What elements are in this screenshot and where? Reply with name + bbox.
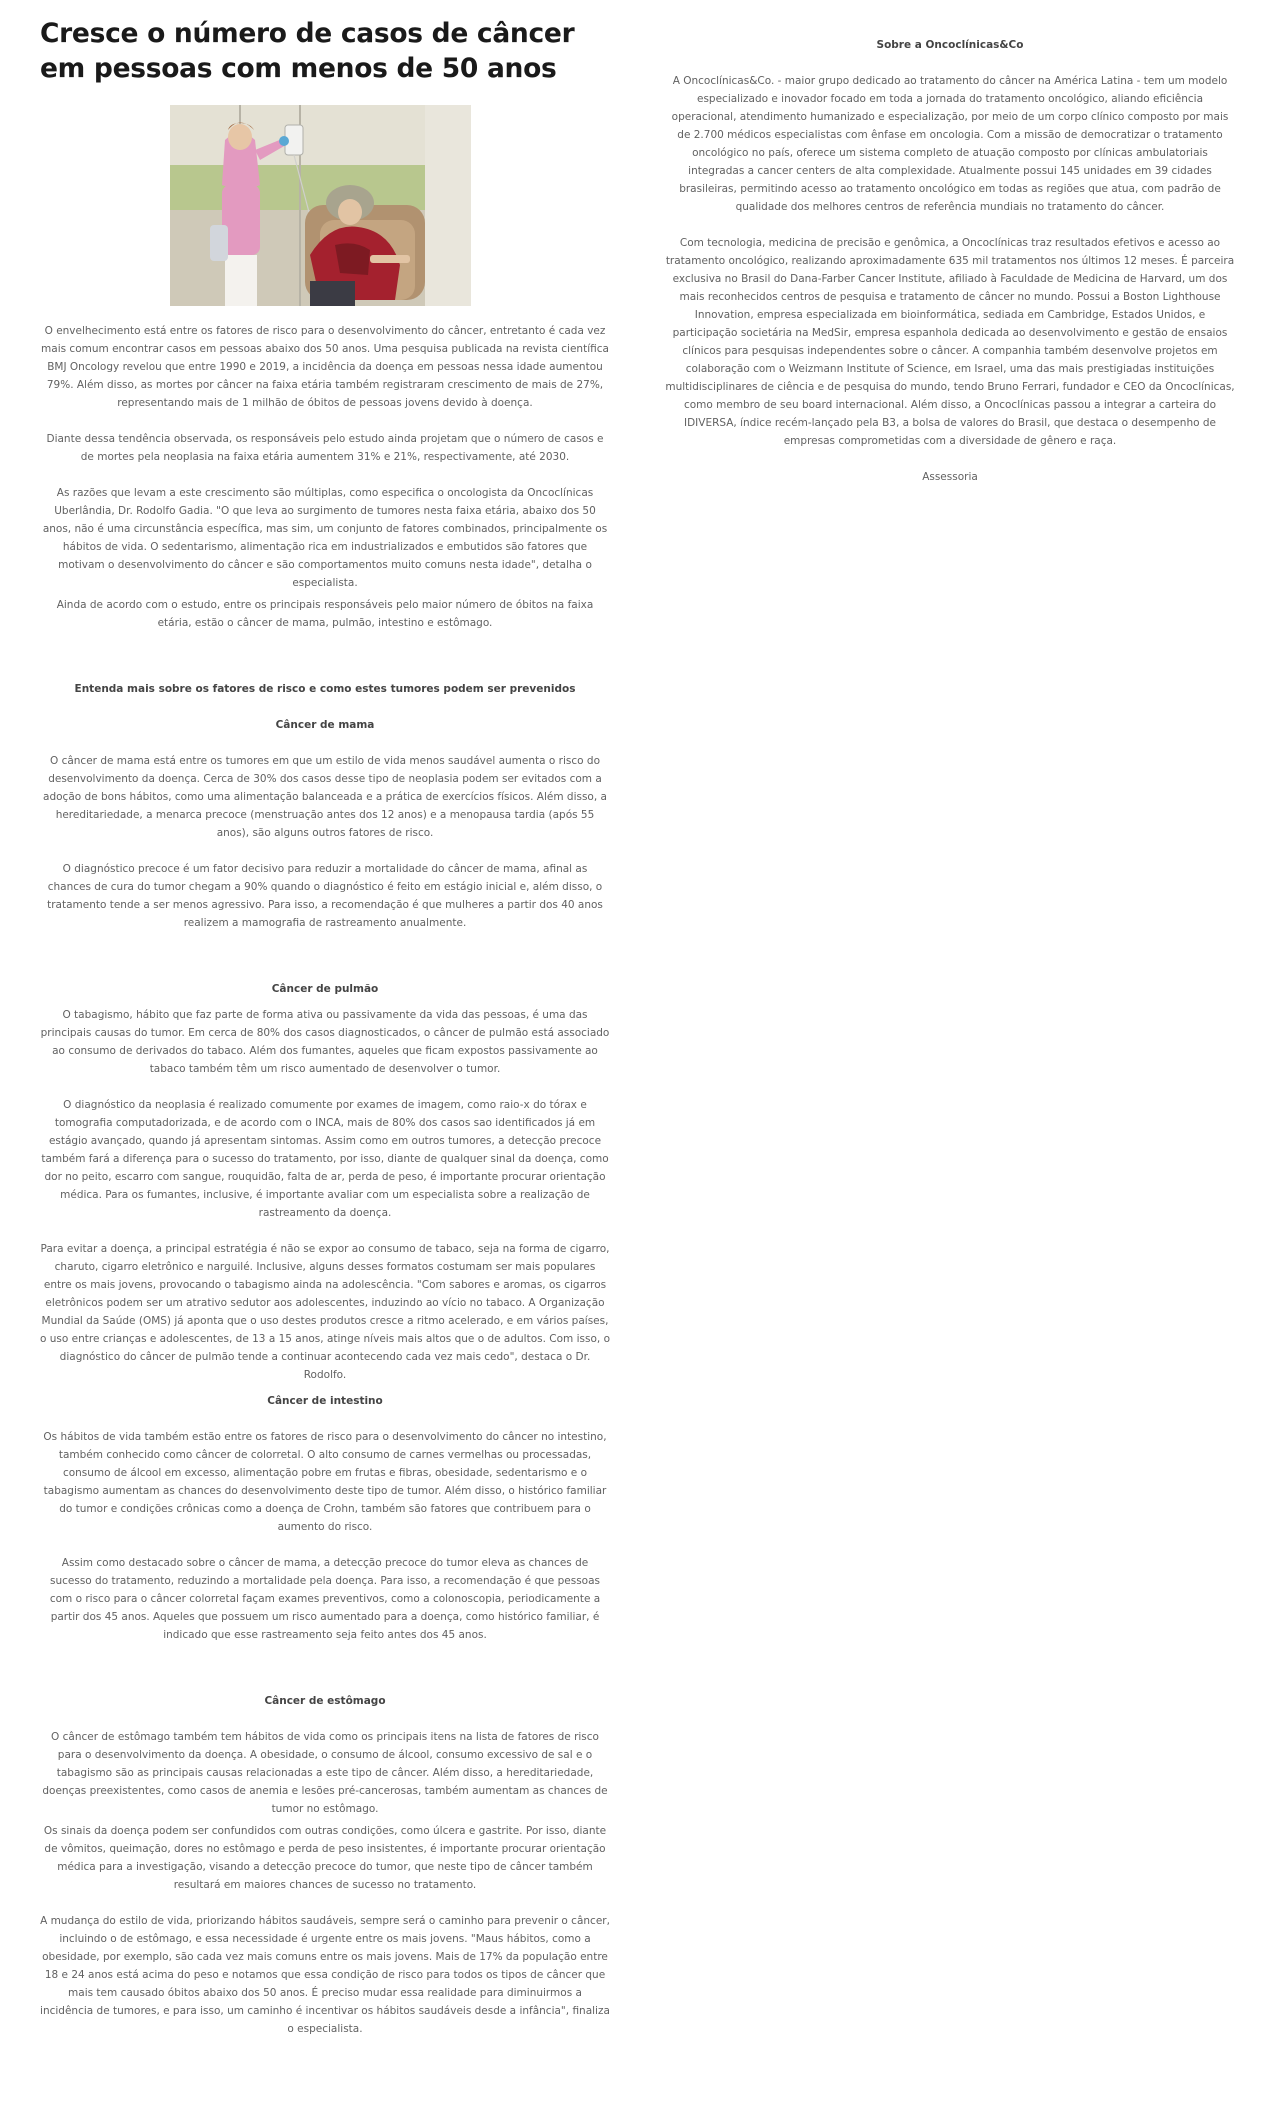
- estomago-paragraph-1: O câncer de estômago também tem hábitos de vida como os principais itens na lista de fatores de risco para o desenvolvimento da doença. A obesidade, o consumo de álcool, consumo excessivo de sal e o tabagismo são as principais causas relacionadas a este tipo de câncer. Além disso, a hereditariedade, doenças preexistentes, como casos de anemia e lesões pré-cancerosas, também aumentam as chances de tumor no estômago.: [42, 1731, 608, 1815]
- intro-paragraph-3: As razões que levam a este crescimento são múltiplas, como especifica o oncologista da Oncoclínicas Uberlândia, Dr. Rodolfo Gadia. "O que leva ao surgimento de tumores nesta faixa etária, abaixo dos 50 anos, não é uma circunstância específica, mas sim, um conjunto de fatores combinados, principalmente os hábitos de vida. O sedentarismo, alimentação rica em industrializados e embutidos são fatores que motivam o desenvolvimento do câncer e são comportamentos muito comuns nesta idade", detalha o especialista.: [42, 487, 608, 589]
- pulmao-paragraph-2: O diagnóstico da neoplasia é realizado comumente por exames de imagem, como raio-x do tórax e tomografia computadorizada, e de acordo com o INCA, mais de 80% dos casos sao identificados já em estágio avançado, quando já apresentam sintomas. Assim como em outros tumores, a detecção precoce também fará a diferença para o sucesso do tratamento, por isso, diante de qualquer sinal da doença, como dor no peito, escarro com sangue, rouquidão, falta de ar, perda de peso, é importante procurar orientação médica. Para os fumantes, inclusive, é importante avaliar com um especialista sobre a realização de rastreamento da doença.: [41, 1099, 609, 1219]
- about-paragraph-2: Com tecnologia, medicina de precisão e genômica, a Oncoclínicas traz resultados efetivos e acesso ao tratamento oncológico, realizando aproximadamente 635 mil tratamentos nos últimos 12 meses. É parceira exclusiva no Brasil do Dana-Farber Cancer Institute, afiliado à Faculdade de Medicina de Harvard, um dos mais reconhecidos centros de pesquisa e tratamento de câncer no mundo. Possui a Boston Lighthouse Innovation, empresa especializada em bioinformática, sediada em Cambridge, Estados Unidos, e participação societária na MedSir, empresa espanhola dedicada ao desenvolvimento e gestão de ensaios clínicos para pesquisas independentes sobre o câncer. A companhia também desenvolve projetos em colaboração com o Weizmann Institute of Science, em Israel, uma das mais prestigiadas instituições multidisciplinares de ciência e de pesquisa do mundo, tendo Bruno Ferrari, fundador e CEO da Oncoclínicas, como membro de seu board internacional. Além disso, a Oncoclínicas passou a integrar a carteira do IDIVERSA, índice recém-lançado pela B3, a bolsa de valores do Brasil, que destaca o desempenho de empresas comprometidas com a diversidade de gênero e raça.: [665, 237, 1235, 447]
- article-column: [40, 0, 610, 2038]
- article-photo: [170, 105, 471, 306]
- patient-treatment-image: [170, 105, 471, 306]
- intro-paragraph-1: O envelhecimento está entre os fatores de risco para o desenvolvimento do câncer, entretanto é cada vez mais comum encontrar casos em pessoas abaixo dos 50 anos. Uma pesquisa publicada na revista científica BMJ Oncology revelou que entre 1990 e 2019, a incidência da doença em pessoas nessa idade aumentou 79%. Além disso, as mortes por câncer na faixa etária também registraram crescimento de mais de 27%, representando mais de 1 milhão de óbitos de pessoas jovens devido à doença.: [41, 325, 609, 409]
- pulmao-paragraph-3: Para evitar a doença, a principal estratégia é não se expor ao consumo de tabaco, seja na forma de cigarro, charuto, cigarro eletrônico e narguilé. Inclusive, alguns desses formatos costumam ser mais populares entre os mais jovens, provocando o tabagismo ainda na adolescência. "Com sabores e aromas, os cigarros eletrônicos podem ser um atrativo sedutor aos adolescentes, induzindo ao vício no tabaco. A Organização Mundial da Saúde (OMS) já aponta que o uso destes produtos cresce a ritmo acelerado, e em vários países, o uso entre crianças e adolescentes, de 13 a 15 anos, atinge níveis mais altos que o de adultos. Com isso, o diagnóstico do câncer de pulmão tende a continuar acontecendo cada vez mais cedo", destaca o Dr. Rodolfo.: [40, 1243, 610, 1381]
- about-column: [665, 36, 1235, 486]
- about-paragraph-1: A Oncoclínicas&Co. - maior grupo dedicado ao tratamento do câncer na América Latina - tem um modelo especializado e inovador focado em toda a jornada do tratamento oncológico, aliando eficiência operacional, atendimento humanizado e especialização, por meio de um corpo clínico composto por mais de 2.700 médicos especialistas com ênfase em oncologia. Com a missão de democratizar o tratamento oncológico no país, oferece um sistema completo de atuação composto por clínicas ambulatoriais integradas a cancer centers de alta complexidade. Atualmente possui 145 unidades em 39 cidades brasileiras, permitindo acesso ao tratamento oncológico em todas as regiões que atua, com padrão de qualidade dos melhores centros de referência mundiais no tratamento do câncer.: [671, 75, 1229, 213]
- intestino-paragraph-2: Assim como destacado sobre o câncer de mama, a detecção precoce do tumor eleva as chances de sucesso do tratamento, reduzindo a mortalidade pela doença. Para isso, a recomendação é que pessoas com o risco para o câncer colorretal façam exames preventivos, como a colonoscopia, periodicamente a partir dos 45 anos. Aqueles que possuem um risco aumentado para a doença, como histórico familiar, é indicado que esse rastreamento seja feito antes dos 45 anos.: [49, 1557, 601, 1641]
- estomago-paragraph-3: A mudança do estilo de vida, priorizando hábitos saudáveis, sempre será o caminho para prevenir o câncer, incluindo o de estômago, e essa necessidade é urgente entre os mais jovens. "Maus hábitos, como a obesidade, por exemplo, são cada vez mais comuns entre os mais jovens. Mais de 17% da população entre 18 e 24 anos está acima do peso e notamos que essa condição de risco para todos os tipos de câncer que mais tem causado óbitos abaixo dos 50 anos. É preciso mudar essa realidade para diminuirmos a incidência de tumores, e para isso, um caminho é incentivar os hábitos saudáveis desde a infância", finaliza o especialista.: [40, 1915, 610, 2035]
- estomago-heading: Câncer de estômago: [264, 1695, 386, 1707]
- section-heading: Entenda mais sobre os fatores de risco e como estes tumores podem ser prevenidos: [74, 683, 576, 695]
- about-signature: Assessoria: [922, 471, 978, 483]
- mama-heading: Câncer de mama: [275, 719, 375, 731]
- mama-paragraph-1: O câncer de mama está entre os tumores em que um estilo de vida menos saudável aumenta o risco do desenvolvimento da doença. Cerca de 30% dos casos desse tipo de neoplasia podem ser evitados com a adoção de bons hábitos, como uma alimentação balanceada e a prática de exercícios físicos. Além disso, a hereditariedade, a menarca precoce (menstruação antes dos 12 anos) e a menopausa tardia (após 55 anos), são alguns outros fatores de risco.: [43, 755, 607, 839]
- intestino-heading: Câncer de intestino: [267, 1395, 383, 1407]
- pulmao-paragraph-1: O tabagismo, hábito que faz parte de forma ativa ou passivamente da vida das pessoas, é uma das principais causas do tumor. Em cerca de 80% dos casos diagnosticados, o câncer de pulmão está associado ao consumo de derivados do tabaco. Além dos fumantes, aqueles que ficam expostos passivamente ao tabaco também têm um risco aumentado de desenvolver o tumor.: [40, 1009, 610, 1075]
- estomago-paragraph-2: Os sinais da doença podem ser confundidos com outras condições, como úlcera e gastrite. Por isso, diante de vômitos, queimação, dores no estômago e perda de peso insistentes, é importante procurar orientação médica para a investigação, visando a detecção precoce do tumor, que neste tipo de câncer também resultará em maiores chances de sucesso no tratamento.: [43, 1825, 607, 1891]
- pulmao-heading: Câncer de pulmão: [271, 983, 379, 995]
- intestino-paragraph-1: Os hábitos de vida também estão entre os fatores de risco para o desenvolvimento do câncer no intestino, também conhecido como câncer de colorretal. O alto consumo de carnes vermelhas ou processadas, consumo de álcool em excesso, alimentação pobre em frutas e fibras, obesidade, sedentarismo e o tabagismo aumentam as chances do desenvolvimento deste tipo de tumor. Além disso, o histórico familiar do tumor e condições crônicas como a doença de Crohn, também são fatores que contribuem para o aumento do risco.: [43, 1431, 607, 1533]
- intro-paragraph-4: Ainda de acordo com o estudo, entre os principais responsáveis pelo maior número de óbitos na faixa etária, estão o câncer de mama, pulmão, intestino e estômago.: [56, 599, 594, 629]
- mama-paragraph-2: O diagnóstico precoce é um fator decisivo para reduzir a mortalidade do câncer de mama, afinal as chances de cura do tumor chegam a 90% quando o diagnóstico é feito em estágio inicial e, além disso, o tratamento tende a ser menos agressivo. Para isso, a recomendação é que mulheres a partir dos 40 anos realizem a mamografia de rastreamento anualmente.: [47, 863, 603, 929]
- intro-paragraph-2: Diante dessa tendência observada, os responsáveis pelo estudo ainda projetam que o número de casos e de mortes pela neoplasia na faixa etária aumentem 31% e 21%, respectivamente, até 2030.: [46, 433, 604, 463]
- about-heading: Sobre a Oncoclínicas&Co: [876, 39, 1024, 51]
- article-title: Cresce o número de casos de câncer em pessoas com menos de 50 anos: [40, 18, 575, 84]
